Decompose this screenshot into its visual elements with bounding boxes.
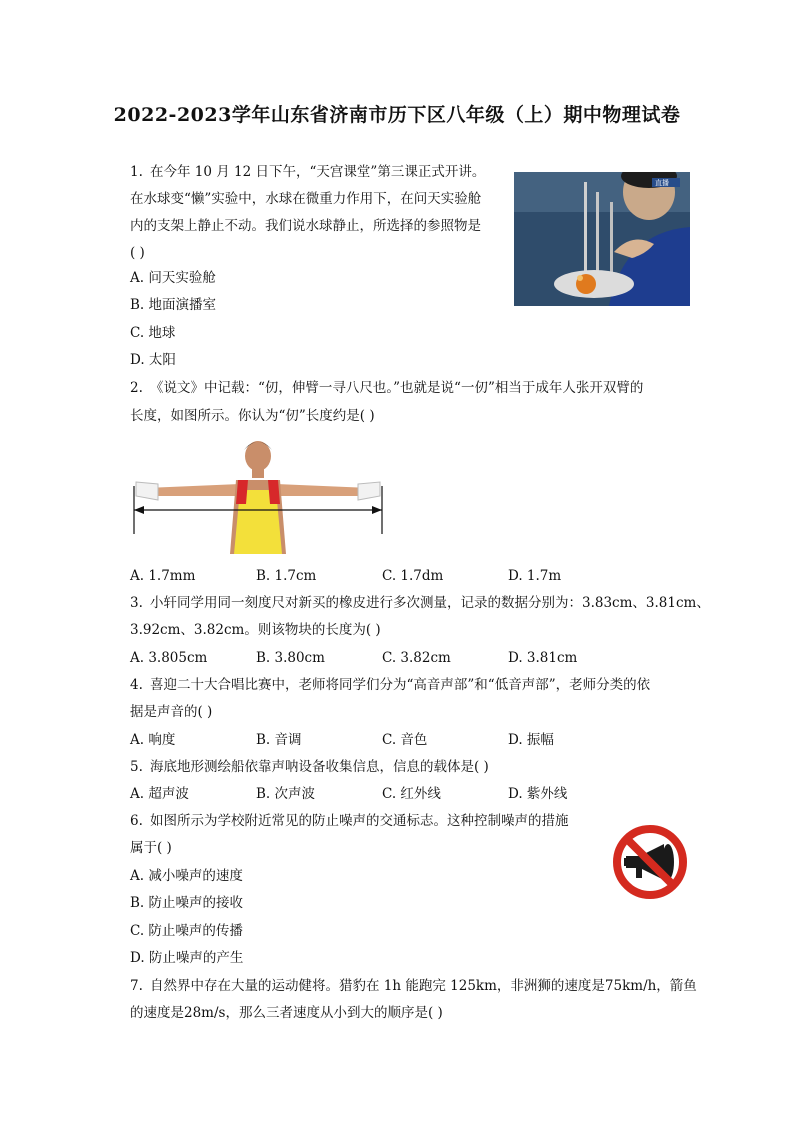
q1-line-4: ( )	[130, 245, 145, 261]
exam-title: 2022-2023学年山东省济南市历下区八年级（上）期中物理试卷	[113, 104, 681, 126]
q4-option-d: D. 振幅	[508, 732, 554, 748]
q2-number: 2.	[130, 380, 143, 396]
q1-option-d: D. 太阳	[130, 352, 176, 368]
q7-number: 7.	[130, 978, 143, 994]
q3-option-b: B. 3.80cm	[256, 650, 325, 666]
q5-option-d: D. 紫外线	[508, 786, 568, 802]
q1-line-3: 内的支架上静止不动。我们说水球静止，所选择的参照物是	[130, 218, 481, 234]
q6-option-a: A. 减小噪声的速度	[130, 868, 243, 884]
tiangong-classroom-photo	[514, 172, 690, 306]
q5-option-c: C. 红外线	[382, 786, 441, 802]
q2-option-d: D. 1.7m	[508, 568, 562, 584]
q6-option-d: D. 防止噪声的产生	[130, 950, 244, 966]
q5-number: 5.	[130, 759, 143, 775]
q1-line-1: 1. 在今年 10 月 12 日下午，“天宫课堂”第三课正式开讲。	[130, 164, 486, 180]
q2-line-2: 长度，如图所示。你认为“仞”长度约是( )	[130, 408, 375, 424]
q1-option-b: B. 地面演播室	[130, 297, 217, 313]
q7-line-1: 7. 自然界中存在大量的运动健将。猎豹在 1h 能跑完 125km，非洲狮的速度是75km/h，箭鱼	[130, 978, 697, 994]
q6-line-2: 属于( )	[130, 840, 172, 856]
q7-line-2: 的速度是28m/s，那么三者速度从小到大的顺序是( )	[130, 1005, 443, 1021]
q1-number: 1.	[130, 164, 143, 180]
q3-line-2: 3.92cm、3.82cm。则该物块的长度为( )	[130, 622, 381, 638]
q4-option-a: A. 响度	[130, 732, 176, 748]
photo-live-caption: 直播	[655, 179, 669, 187]
q6-option-b: B. 防止噪声的接收	[130, 895, 244, 911]
q2-option-a: A. 1.7mm	[130, 568, 196, 584]
q2-option-b: B. 1.7cm	[256, 568, 317, 584]
q1-option-a: A. 问天实验舱	[130, 270, 216, 286]
q5-line-1: 5. 海底地形测绘船依靠声呐设备收集信息，信息的载体是( )	[130, 759, 489, 775]
q6-option-c: C. 防止噪声的传播	[130, 923, 243, 939]
q3-line-1: 3. 小轩同学用同一刻度尺对新买的橡皮进行多次测量，记录的数据分别为：3.83cm、3.81cm、	[130, 595, 710, 611]
q4-option-b: B. 音调	[256, 732, 302, 748]
q1-option-c: C. 地球	[130, 325, 176, 341]
q5-option-a: A. 超声波	[130, 786, 189, 802]
q6-line-1: 6. 如图所示为学校附近常见的防止噪声的交通标志。这种控制噪声的措施	[130, 813, 569, 829]
no-horn-sign-icon	[612, 824, 688, 900]
q3-option-a: A. 3.805cm	[130, 650, 208, 666]
q1-line-2: 在水球变“懒”实验中，水球在微重力作用下，在问天实验舱	[130, 191, 482, 207]
q6-number: 6.	[130, 813, 143, 829]
q4-option-c: C. 音色	[382, 732, 428, 748]
q4-line-1: 4. 喜迎二十大合唱比赛中，老师将同学们分为“高音声部”和“低音声部”，老师分类的依	[130, 677, 651, 693]
q3-number: 3.	[130, 595, 143, 611]
gymnast-arm-span-figure	[130, 434, 386, 554]
q2-line-1: 2. 《说文》中记载：“仞，伸臂一寻八尺也。”也就是说“一仞”相当于成年人张开双臂的	[130, 380, 644, 396]
q5-option-b: B. 次声波	[256, 786, 316, 802]
q4-number: 4.	[130, 677, 143, 693]
q2-option-c: C. 1.7dm	[382, 568, 444, 584]
q3-option-d: D. 3.81cm	[508, 650, 578, 666]
q4-line-2: 据是声音的( )	[130, 704, 213, 720]
q3-option-c: C. 3.82cm	[382, 650, 451, 666]
